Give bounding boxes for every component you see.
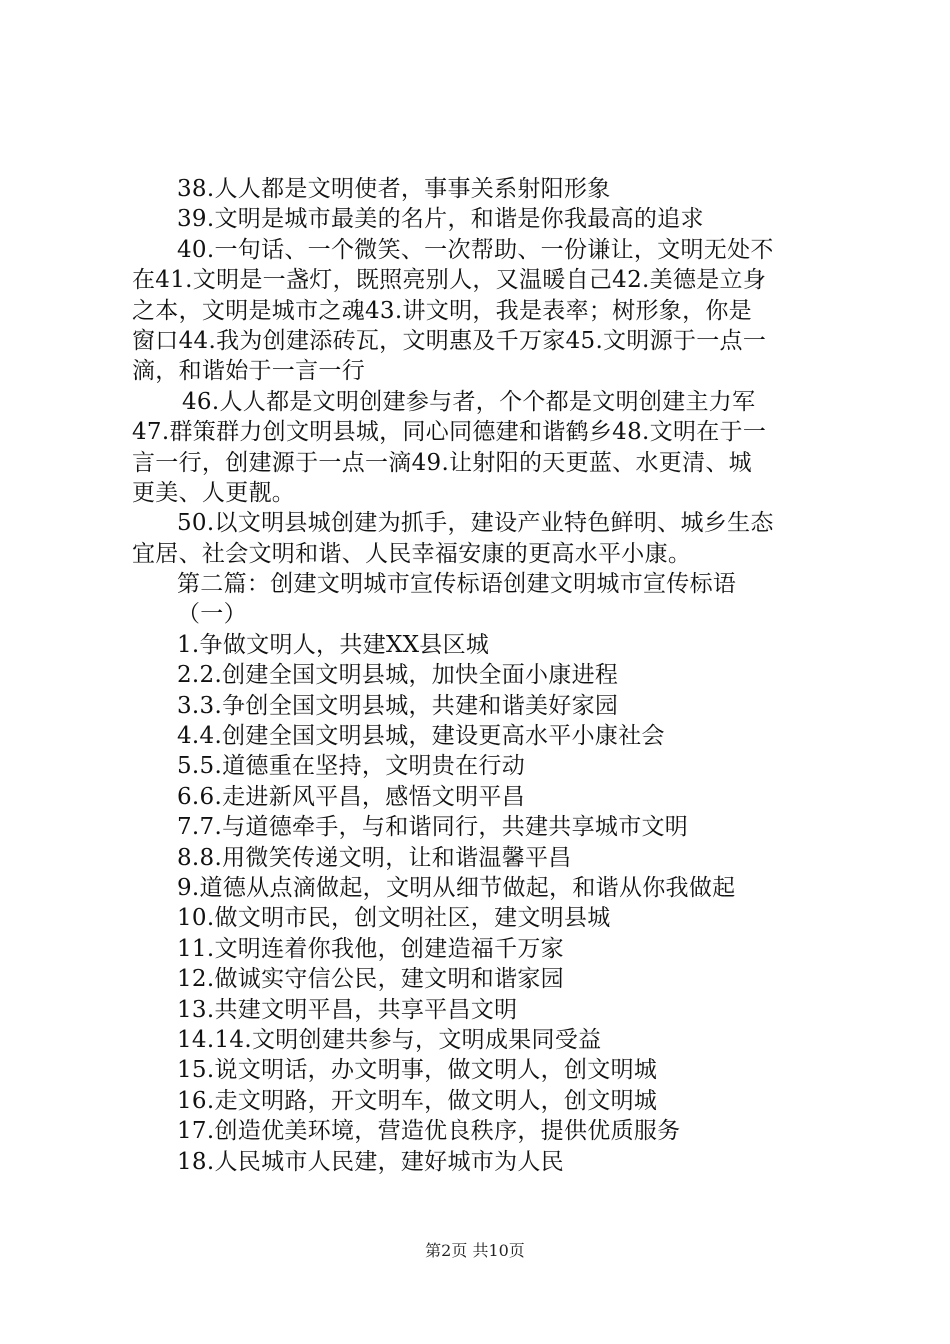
text-line: 在41.文明是一盏灯，既照亮别人，又温暖自己42.美德是立身 xyxy=(132,267,767,294)
text-line: 50.以文明县城创建为抓手，建设产业特色鲜明、城乡生态 xyxy=(177,510,774,537)
text-line: 滴，和谐始于一言一行 xyxy=(132,358,365,385)
text-line: 38.人人都是文明使者，事事关系射阳形象 xyxy=(177,176,611,202)
text-line: 47.群策群力创文明县城，同心同德建和谐鹤乡48.文明在于一 xyxy=(132,419,767,446)
list-item: 12.做诚实守信公民，建文明和谐家园 xyxy=(177,966,564,993)
text-line: 之本，文明是城市之魂43.讲文明，我是表率；树形象，你是 xyxy=(132,297,752,324)
list-item: 4.4.创建全国文明县城，建设更高水平小康社会 xyxy=(177,723,665,750)
text-line: 言一行，创建源于一点一滴49.让射阳的天更蓝、水更清、城 xyxy=(132,449,752,476)
section-heading-part: （一） xyxy=(177,601,247,628)
list-item: 16.走文明路，开文明车，做文明人，创文明城 xyxy=(177,1087,658,1114)
list-item: 2.2.创建全国文明县城，加快全面小康进程 xyxy=(177,662,619,689)
list-item: 17.创造优美环境，营造优良秩序，提供优质服务 xyxy=(177,1118,681,1145)
text-line: 40.一句话、一个微笑、一次帮助、一份谦让，文明无处不 xyxy=(177,236,774,263)
section-heading: 第二篇：创建文明城市宣传标语创建文明城市宣传标语 xyxy=(177,571,737,598)
list-item: 11.文明连着你我他，创建造福千万家 xyxy=(177,935,564,962)
text-line: 窗口44.我为创建添砖瓦，文明惠及千万家45.文明源于一点一 xyxy=(132,327,767,354)
page-number-label: 第2页 共10页 xyxy=(425,1241,525,1260)
list-item: 6.6.走进新风平昌，感悟文明平昌 xyxy=(177,783,525,810)
text-line: 更美、人更靓。 xyxy=(132,479,296,506)
list-item: 14.14.文明创建共参与，文明成果同受益 xyxy=(177,1026,602,1053)
page-footer xyxy=(0,1240,950,1262)
document-body xyxy=(132,174,832,1177)
list-item: 13.共建文明平昌，共享平昌文明 xyxy=(177,996,518,1023)
list-item: 1.争做文明人，共建XX县区城 xyxy=(177,631,490,658)
list-item: 9.道德从点滴做起，文明从细节做起，和谐从你我做起 xyxy=(177,874,736,901)
list-item: 7.7.与道德牵手，与和谐同行，共建共享城市文明 xyxy=(177,814,689,841)
text-line: 46.人人都是文明创建参与者，个个都是文明创建主力军 xyxy=(182,388,756,415)
text-line: 39.文明是城市最美的名片，和谐是你我最高的追求 xyxy=(177,206,704,233)
list-item: 18.人民城市人民建，建好城市为人民 xyxy=(177,1148,564,1175)
list-item: 8.8.用微笑传递文明，让和谐温馨平昌 xyxy=(177,844,572,871)
list-item: 15.说文明话，办文明事，做文明人，创文明城 xyxy=(177,1057,658,1084)
text-line: 宜居、社会文明和谐、人民幸福安康的更高水平小康。 xyxy=(132,540,692,567)
list-item: 3.3.争创全国文明县城，共建和谐美好家园 xyxy=(177,692,619,719)
list-item: 10.做文明市民，创文明社区，建文明县城 xyxy=(177,905,611,932)
list-item: 5.5.道德重在坚持，文明贵在行动 xyxy=(177,753,525,780)
